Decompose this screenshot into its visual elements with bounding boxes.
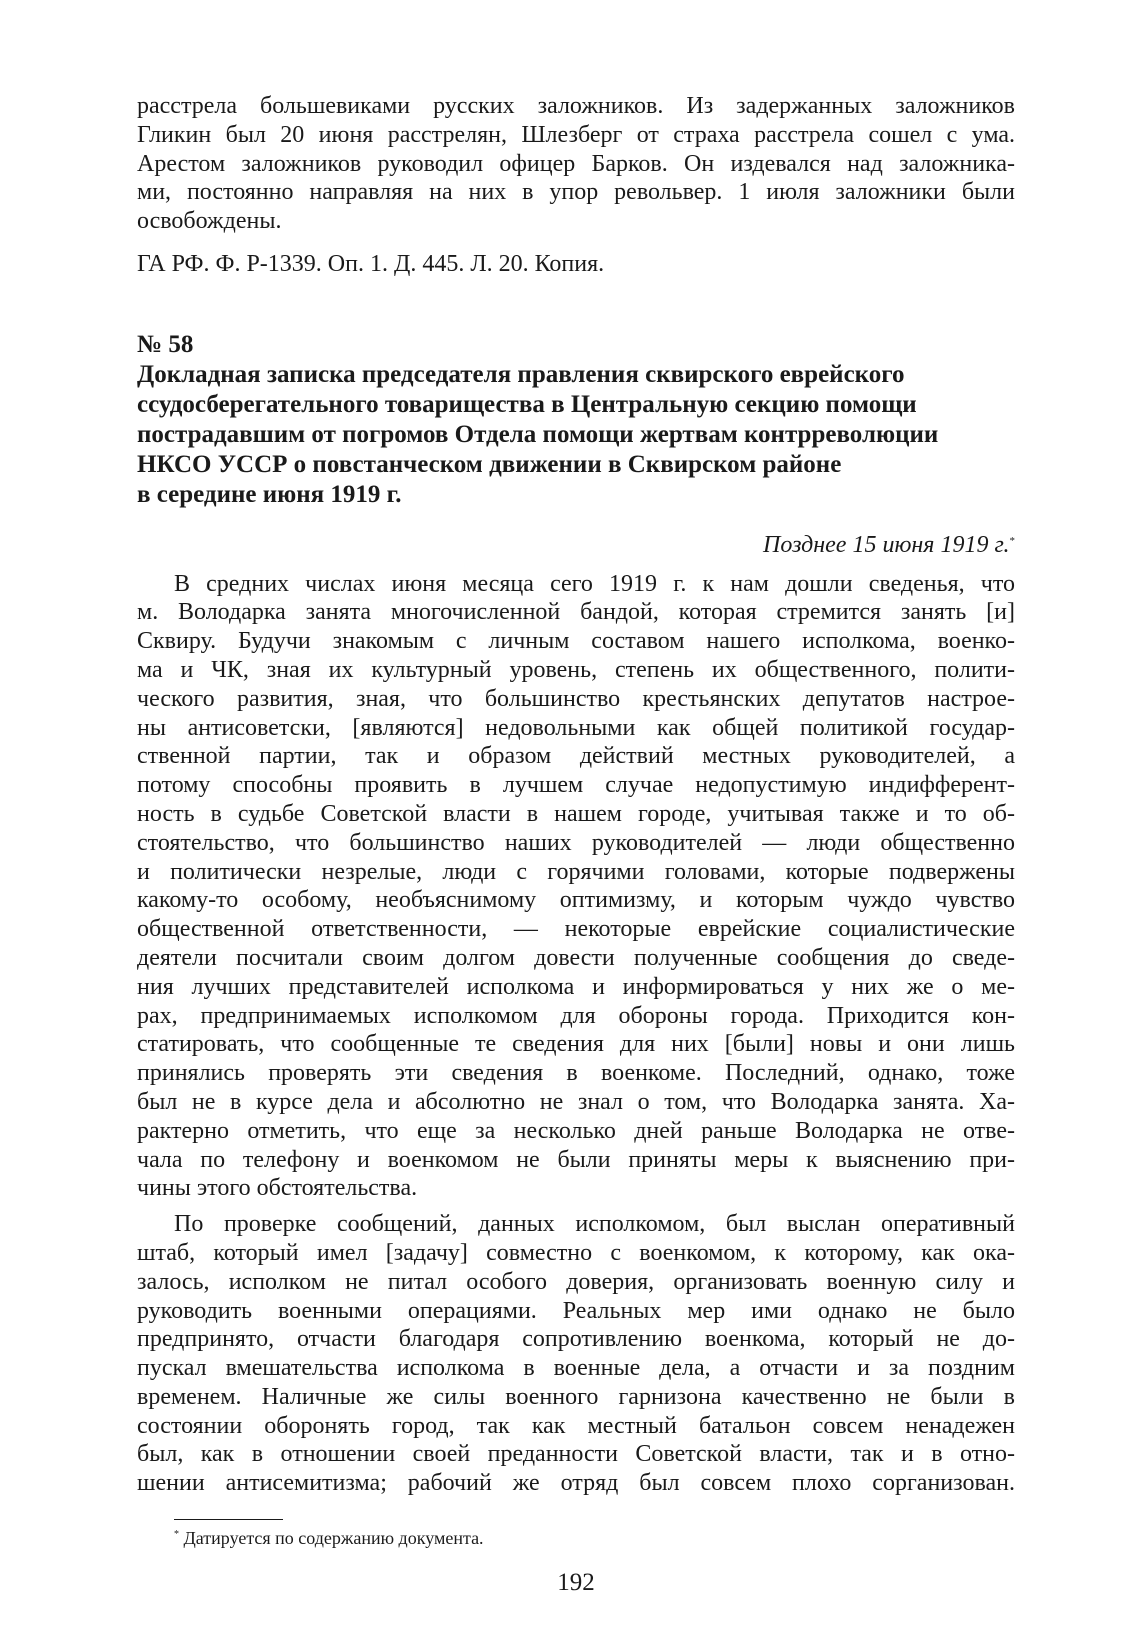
- text-line: временем. Наличные же силы военного гарнизона качественно не были в: [137, 1383, 1015, 1410]
- archive-source-reference: ГА РФ. Ф. Р-1339. Оп. 1. Д. 445. Л. 20. Копия.: [137, 250, 605, 277]
- text-line: был не в курсе дела и абсолютно не знал о том, что Володарка занята. Ха-: [137, 1088, 1015, 1115]
- text-line: предпринято, отчасти благодаря сопротивлению военкома, который не до-: [137, 1326, 1015, 1353]
- text-line: ственной партии, так и образом действий местных руководителей, а: [137, 743, 1015, 770]
- title-line: ссудосберегательного товарищества в Центральную секцию помощи: [137, 390, 917, 418]
- text-line: По проверке сообщений, данных исполкомом, был выслан оперативный: [174, 1211, 1015, 1238]
- text-line: руководить военными операциями. Реальных мер ими однако не было: [137, 1297, 1015, 1324]
- date-text: Позднее 15 июня 1919 г.: [763, 531, 1010, 558]
- document-number: № 58: [137, 330, 194, 358]
- text-line: ны антисоветски, [являются] недовольными как общей политикой государ-: [137, 714, 1015, 741]
- title-line: НКСО УССР о повстанческом движении в Сквирском районе: [137, 450, 842, 478]
- text-line: принялись проверять эти сведения в военкоме. Последний, однако, тоже: [137, 1060, 1015, 1087]
- text-line: пускал вмешательства исполкома в военные дела, а отчасти и за поздним: [137, 1355, 1015, 1382]
- title-line: пострадавшим от погромов Отдела помощи жертвам контрреволюции: [137, 420, 939, 448]
- footnote: [137, 1527, 1015, 1549]
- text-line: Гликин был 20 июня расстрелян, Шлезберг от страха расстрела сошел с ума.: [137, 121, 1015, 148]
- text-line: чины этого обстоятельства.: [137, 1175, 418, 1202]
- title-line: в середине июня 1919 г.: [137, 480, 402, 508]
- text-line: В средних числах июня месяца сего 1919 г. к нам дошли сведенья, что: [174, 570, 1015, 597]
- text-line: был, как в отношении своей преданности Советской власти, так и в отно-: [137, 1441, 1015, 1468]
- text-line: ность в судьбе Советской власти в нашем городе, учитывая также и то об-: [137, 800, 1015, 827]
- document-page: [137, 92, 1015, 1597]
- text-line: ма и ЧК, зная их культурный уровень, степень их общественного, полити-: [137, 656, 1015, 683]
- footnote-divider: [174, 1519, 283, 1520]
- text-line: какому-то особому, необъяснимому оптимизму, и которым чуждо чувство: [137, 887, 1015, 914]
- text-line: состоянии оборонять город, так как местный батальон совсем ненадежен: [137, 1412, 1015, 1439]
- text-line: ческого развития, зная, что большинство крестьянских депутатов настрое-: [137, 685, 1015, 712]
- body-paragraph-2: [137, 1210, 1015, 1498]
- text-line: потому способны проявить в лучшем случае недопустимую индифферент-: [137, 772, 1015, 799]
- text-line: статировать, что сообщенные те сведения для них [были] новы и они лишь: [137, 1031, 1015, 1058]
- text-line: рах, предпринимаемых исполкомом для обороны города. Приходится кон-: [137, 1002, 1015, 1029]
- document-title: [137, 360, 1015, 510]
- footnote-text: Датируется по содержанию документа.: [183, 1528, 484, 1549]
- page-number: 192: [557, 1569, 595, 1597]
- text-line: ния лучших представителей исполкома и информироваться у них же о ме-: [137, 973, 1015, 1000]
- text-line: Арестом заложников руководил офицер Барков. Он издевался над заложника-: [137, 150, 1015, 177]
- text-line: освобождены.: [137, 208, 282, 235]
- text-line: штаб, который имел [задачу] совместно с военкомом, к которому, как ока-: [137, 1239, 1015, 1266]
- text-line: чала по телефону и военкомом не были приняты меры к выяснению при-: [137, 1146, 1015, 1173]
- text-line: залось, исполком не питал особого доверия, организовать военную силу и: [137, 1268, 1015, 1295]
- text-line: общественной ответственности, — некоторые еврейские социалистические: [137, 916, 1015, 943]
- text-line: шении антисемитизма; рабочий же отряд был совсем плохо сорганизован.: [137, 1470, 1015, 1497]
- continuation-paragraph: [137, 92, 1015, 236]
- footnote-marker: *: [174, 1529, 179, 1541]
- document-date: [137, 531, 1015, 560]
- text-line: стоятельство, что большинство наших руководителей — люди общественно: [137, 829, 1015, 856]
- text-line: рактерно отметить, что еще за несколько дней раньше Володарка не отве-: [137, 1117, 1015, 1144]
- text-line: ми, постоянно направляя на них в упор револьвер. 1 июля заложники были: [137, 179, 1015, 206]
- text-line: расстрела большевиками русских заложников. Из задержанных заложников: [137, 93, 1015, 119]
- text-line: и политически незрелые, люди с горячими головами, которые подвержены: [137, 858, 1015, 885]
- text-line: Сквиру. Будучи знакомым с личным составом нашего исполкома, военко-: [137, 628, 1015, 655]
- text-line: м. Володарка занята многочисленной бандой, которая стремится занять [и]: [137, 599, 1015, 626]
- text-line: деятели посчитали своим долгом довести полученные сообщения до сведе-: [137, 944, 1015, 971]
- body-paragraph-1: [137, 570, 1015, 1204]
- date-footnote-marker: *: [1009, 534, 1015, 547]
- title-line: Докладная записка председателя правления сквирского еврейского: [137, 360, 905, 388]
